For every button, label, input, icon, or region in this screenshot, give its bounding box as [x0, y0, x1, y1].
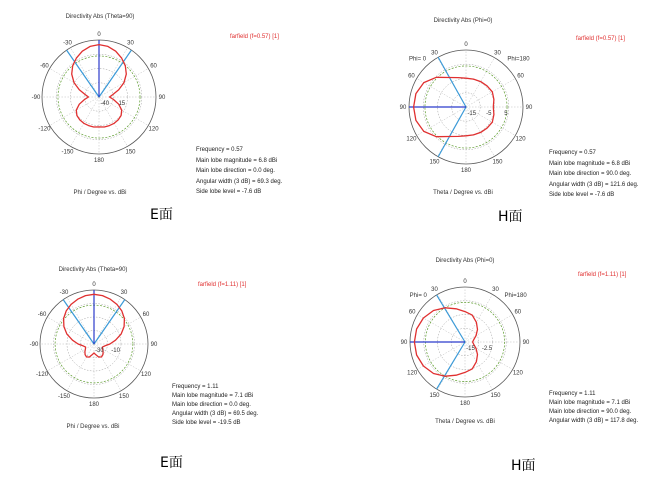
angle-tick-label: -90 — [29, 342, 39, 348]
grid-spoke — [50, 97, 99, 126]
angle-tick-label: -150 — [61, 149, 74, 156]
info-line: Frequency = 0.57 — [196, 147, 243, 153]
info-line: Angular width (3 dB) = 117.8 deg. — [549, 418, 639, 424]
beam-edge-line — [438, 57, 466, 107]
angle-tick-label: 120 — [515, 136, 526, 143]
radial-tick-label: -10 — [111, 348, 120, 354]
polar-plot — [400, 279, 530, 407]
angle-tick-label: 60 — [150, 63, 157, 70]
chart-title: Directivity Abs (Phi=0) — [435, 258, 495, 264]
angle-tick-label: 30 — [120, 290, 128, 297]
angle-tick-label: 60 — [517, 73, 524, 80]
grid-spoke — [94, 317, 141, 344]
angle-tick-label: 180 — [459, 401, 471, 407]
grid-spoke — [47, 317, 94, 344]
side-label: Phi= 0 — [408, 56, 427, 63]
info-line: Angular width (3 dB) = 69.5 deg. — [172, 411, 259, 417]
angle-tick-label: 30 — [127, 40, 134, 47]
legend-entry: farfield (f=0.57) [1] — [230, 34, 279, 40]
angle-tick-label: 150 — [490, 392, 501, 399]
radial-tick-label: 15 — [118, 101, 126, 107]
angle-tick-label: 90 — [522, 340, 530, 346]
plane-caption: H面 — [511, 458, 536, 474]
angle-tick-label: 30 — [492, 287, 499, 294]
angle-tick-label: 0 — [97, 32, 101, 38]
radial-tick-label: 5 — [504, 111, 508, 117]
angle-tick-label: 0 — [92, 282, 96, 288]
plane-caption: H面 — [498, 209, 523, 225]
info-line: Frequency = 1.11 — [172, 384, 219, 390]
angle-tick-label: 90 — [158, 95, 166, 101]
grid-spoke — [466, 58, 495, 107]
polar-plot — [399, 42, 533, 174]
angle-tick-label: 120 — [140, 372, 151, 378]
angle-tick-label: -120 — [36, 372, 49, 378]
info-line: Side lobe level = -7.6 dB — [196, 189, 262, 195]
info-line: Side lobe level = -19.5 dB — [172, 420, 241, 426]
x-axis-label: Theta / Degree vs. dBi — [435, 419, 495, 425]
angle-tick-label: 120 — [407, 370, 418, 377]
info-box — [196, 145, 282, 198]
info-line: Frequency = 1.11 — [549, 391, 596, 397]
angle-tick-label: 150 — [118, 393, 130, 400]
angle-tick-label: 120 — [512, 370, 523, 377]
legend-entry: farfield (f=1.11) [1] — [578, 272, 627, 278]
angle-tick-label: 90 — [150, 342, 158, 348]
radial-tick-label: -2.5 — [481, 346, 493, 352]
angle-tick-label: 60 — [142, 312, 150, 318]
angle-tick-label: 90 — [399, 105, 407, 111]
angle-tick-label: -120 — [38, 126, 51, 133]
side-label: Phi= 0 — [409, 292, 427, 299]
grid-spoke — [417, 342, 465, 370]
radial-tick-label: -30 — [95, 348, 104, 354]
info-line: Main lobe direction = 0.0 deg. — [172, 402, 251, 408]
chart-title: Directivity Abs (Theta=90) — [58, 267, 128, 273]
grid-spoke — [466, 79, 515, 108]
angle-tick-label: 150 — [125, 149, 136, 156]
side-label: Phi=180 — [507, 56, 530, 63]
beam-edge-line — [437, 295, 465, 342]
info-line: Main lobe magnitude = 7.1 dBi — [549, 400, 631, 406]
x-axis-label: Theta / Degree vs. dBi — [433, 190, 493, 196]
polar-plot — [29, 282, 158, 408]
grid-spoke — [465, 315, 513, 343]
chart-title: Directivity Abs (Phi=0) — [433, 18, 493, 24]
grid-spoke — [465, 294, 493, 342]
plane-caption: E面 — [150, 207, 173, 223]
angle-tick-label: -30 — [59, 290, 69, 297]
angle-tick-label: -150 — [57, 393, 71, 400]
grid-spoke — [67, 344, 94, 391]
grid-spoke — [71, 48, 100, 97]
angle-tick-label: 0 — [464, 42, 468, 48]
angle-tick-label: 150 — [429, 392, 440, 399]
angle-tick-label: 60 — [408, 73, 415, 80]
chart-title: Directivity Abs (Theta=90) — [65, 14, 135, 20]
angle-tick-label: 30 — [494, 50, 501, 57]
beam-edge-line — [437, 342, 465, 389]
info-line: Angular width (3 dB) = 121.6 deg. — [549, 181, 639, 188]
angle-tick-label: 90 — [400, 340, 408, 346]
info-line: Main lobe magnitude = 6.8 dBi — [196, 157, 278, 164]
angle-tick-label: 150 — [429, 159, 440, 166]
angle-tick-label: -60 — [37, 312, 47, 318]
angle-tick-label: 120 — [148, 126, 159, 133]
angle-tick-label: 90 — [525, 105, 533, 111]
info-line: Side lobe level = -7.6 dB — [549, 192, 615, 198]
angle-tick-label: 30 — [431, 287, 438, 294]
polar-plot — [31, 32, 166, 164]
grid-spoke — [71, 97, 100, 146]
info-line: Main lobe magnitude = 6.8 dBi — [549, 160, 631, 167]
angle-tick-label: 120 — [406, 136, 417, 143]
info-box — [549, 148, 639, 201]
info-line: Main lobe direction = 90.0 deg. — [549, 409, 632, 415]
beam-edge-line — [438, 107, 466, 157]
angle-tick-label: 60 — [408, 309, 416, 316]
radial-tick-label: -15 — [466, 346, 475, 352]
angle-tick-label: 180 — [88, 402, 100, 408]
info-line: Angular width (3 dB) = 69.3 deg. — [196, 178, 283, 185]
info-box — [172, 383, 258, 428]
angle-tick-label: -90 — [31, 95, 41, 101]
info-line: Main lobe direction = 0.0 deg. — [196, 168, 275, 174]
angle-tick-label: 60 — [514, 309, 522, 316]
angle-tick-label: 30 — [431, 50, 438, 57]
radial-tick-label: -15 — [467, 111, 477, 117]
grid-spoke — [99, 48, 128, 97]
angle-tick-label: 150 — [492, 159, 503, 166]
x-axis-label: Phi / Degree vs. dBi — [66, 424, 120, 430]
info-line: Frequency = 0.57 — [549, 150, 596, 156]
info-line: Main lobe magnitude = 7.1 dBi — [172, 393, 254, 399]
angle-tick-label: 180 — [93, 158, 105, 164]
legend-entry: farfield (f=1.11) [1] — [198, 282, 247, 288]
x-axis-label: Phi / Degree vs. dBi — [73, 190, 127, 196]
info-line: Main lobe direction = 90.0 deg. — [549, 171, 632, 177]
grid-spoke — [417, 315, 465, 343]
angle-tick-label: 0 — [463, 279, 467, 285]
plane-caption: E面 — [160, 455, 183, 471]
radial-tick-label: -40 — [100, 101, 110, 107]
angle-tick-label: -60 — [40, 63, 49, 70]
angle-tick-label: -30 — [63, 40, 72, 47]
legend-entry: farfield (f=0.57) [1] — [576, 36, 625, 42]
side-label: Phi=180 — [504, 292, 527, 299]
radial-tick-label: -5 — [486, 111, 492, 117]
info-box — [549, 390, 638, 426]
angle-tick-label: 180 — [460, 168, 472, 174]
